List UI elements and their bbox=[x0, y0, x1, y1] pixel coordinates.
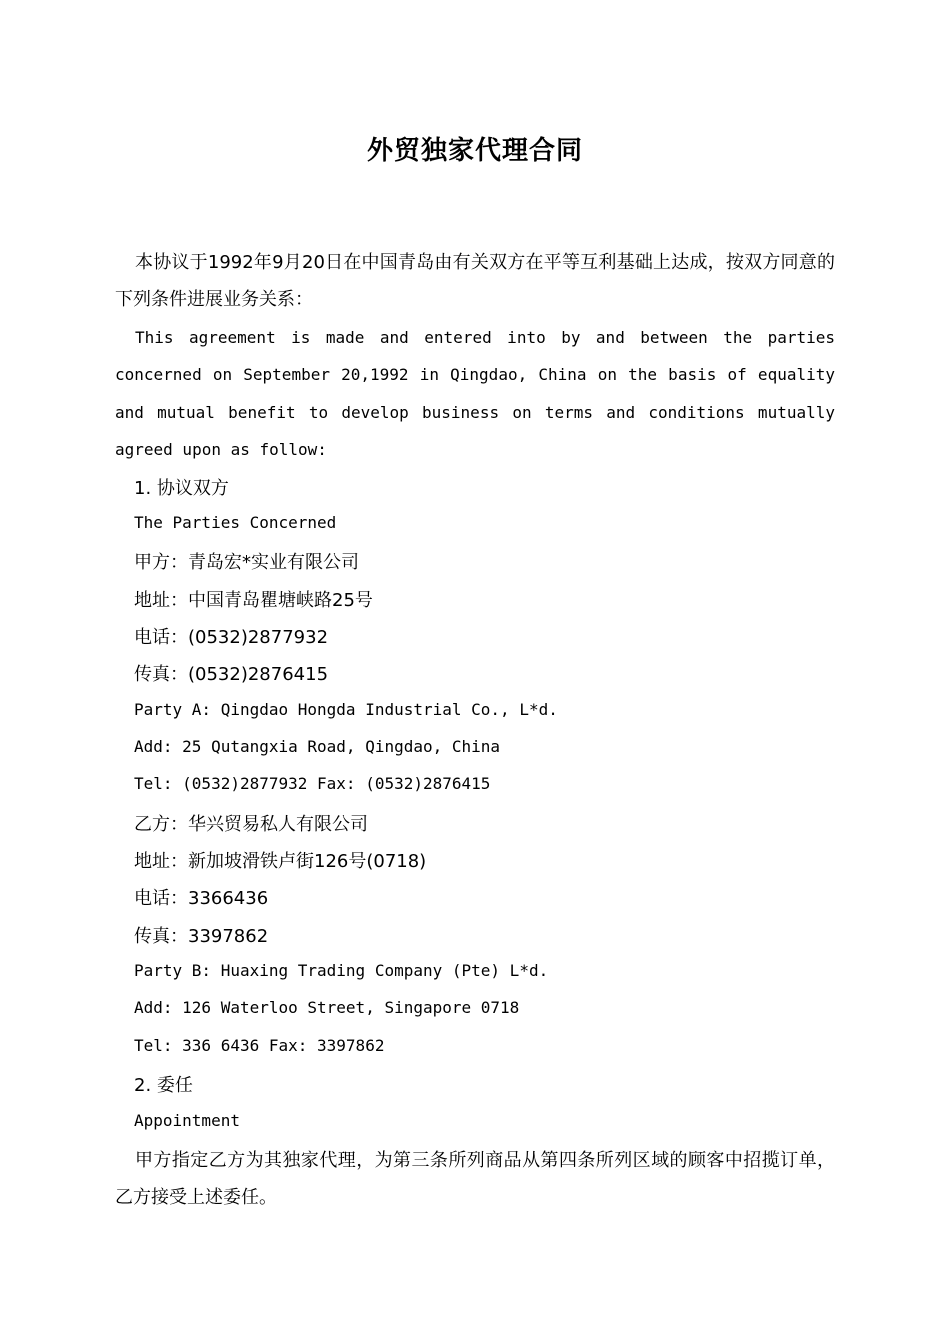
section2-heading-en: Appointment bbox=[134, 1111, 240, 1130]
section2-heading: 2. 委任 bbox=[134, 1075, 193, 1096]
section1-heading-en: The Parties Concerned bbox=[134, 513, 337, 532]
section2-body-cn: 甲方指定乙方为其独家代理，为第三条所列商品从第四条所列区域的顾客中招揽订单，乙方接受上述委任。 bbox=[115, 1150, 835, 1208]
intro-en-block bbox=[115, 319, 835, 468]
party-b-address-en: Add: 126 Waterloo Street, Singapore 0718 bbox=[134, 998, 520, 1017]
party-b-fax-cn: 传真：3397862 bbox=[134, 926, 269, 947]
party-b-address-cn: 地址：新加坡滑铁卢街126号(0718) bbox=[134, 851, 427, 872]
party-a-name-en: Party A: Qingdao Hongda Industrial Co., L*d. bbox=[134, 700, 558, 719]
party-a-tel-cn: 电话：(0532)2877932 bbox=[134, 627, 329, 648]
section2-body-block bbox=[115, 1142, 835, 1216]
party-a-address-en: Add: 25 Qutangxia Road, Qingdao, China bbox=[134, 737, 501, 756]
intro-en-paragraph: This agreement is made and entered into by and between the parties concerned on September 20,1992 in Qingdao, China on the basis of equality and mutual benefit to develop business on terms and conditions mutually agreed upon as follow: bbox=[115, 328, 835, 459]
intro-cn-paragraph: 本协议于1992年9月20日在中国青岛由有关双方在平等互利基础上达成，按双方同意的下列条件进展业务关系： bbox=[115, 252, 835, 310]
party-a-address-cn: 地址：中国青岛瞿塘峡路25号 bbox=[134, 590, 373, 611]
party-a-name-cn: 甲方：青岛宏*实业有限公司 bbox=[134, 552, 359, 573]
party-a-telfax-en: Tel: (0532)2877932 Fax: (0532)2876415 bbox=[134, 774, 491, 793]
party-a-fax-cn: 传真：(0532)2876415 bbox=[134, 664, 329, 685]
party-b-name-en: Party B: Huaxing Trading Company (Pte) L*d. bbox=[134, 961, 549, 980]
party-b-tel-cn: 电话：3366436 bbox=[134, 888, 269, 909]
party-b-telfax-en: Tel: 336 6436 Fax: 3397862 bbox=[134, 1036, 385, 1055]
section1-heading: 1. 协议双方 bbox=[134, 478, 229, 499]
party-b-name-cn: 乙方：华兴贸易私人有限公司 bbox=[134, 814, 368, 835]
document-title: 外贸独家代理合同 bbox=[366, 136, 583, 166]
intro-cn-block bbox=[115, 244, 835, 318]
